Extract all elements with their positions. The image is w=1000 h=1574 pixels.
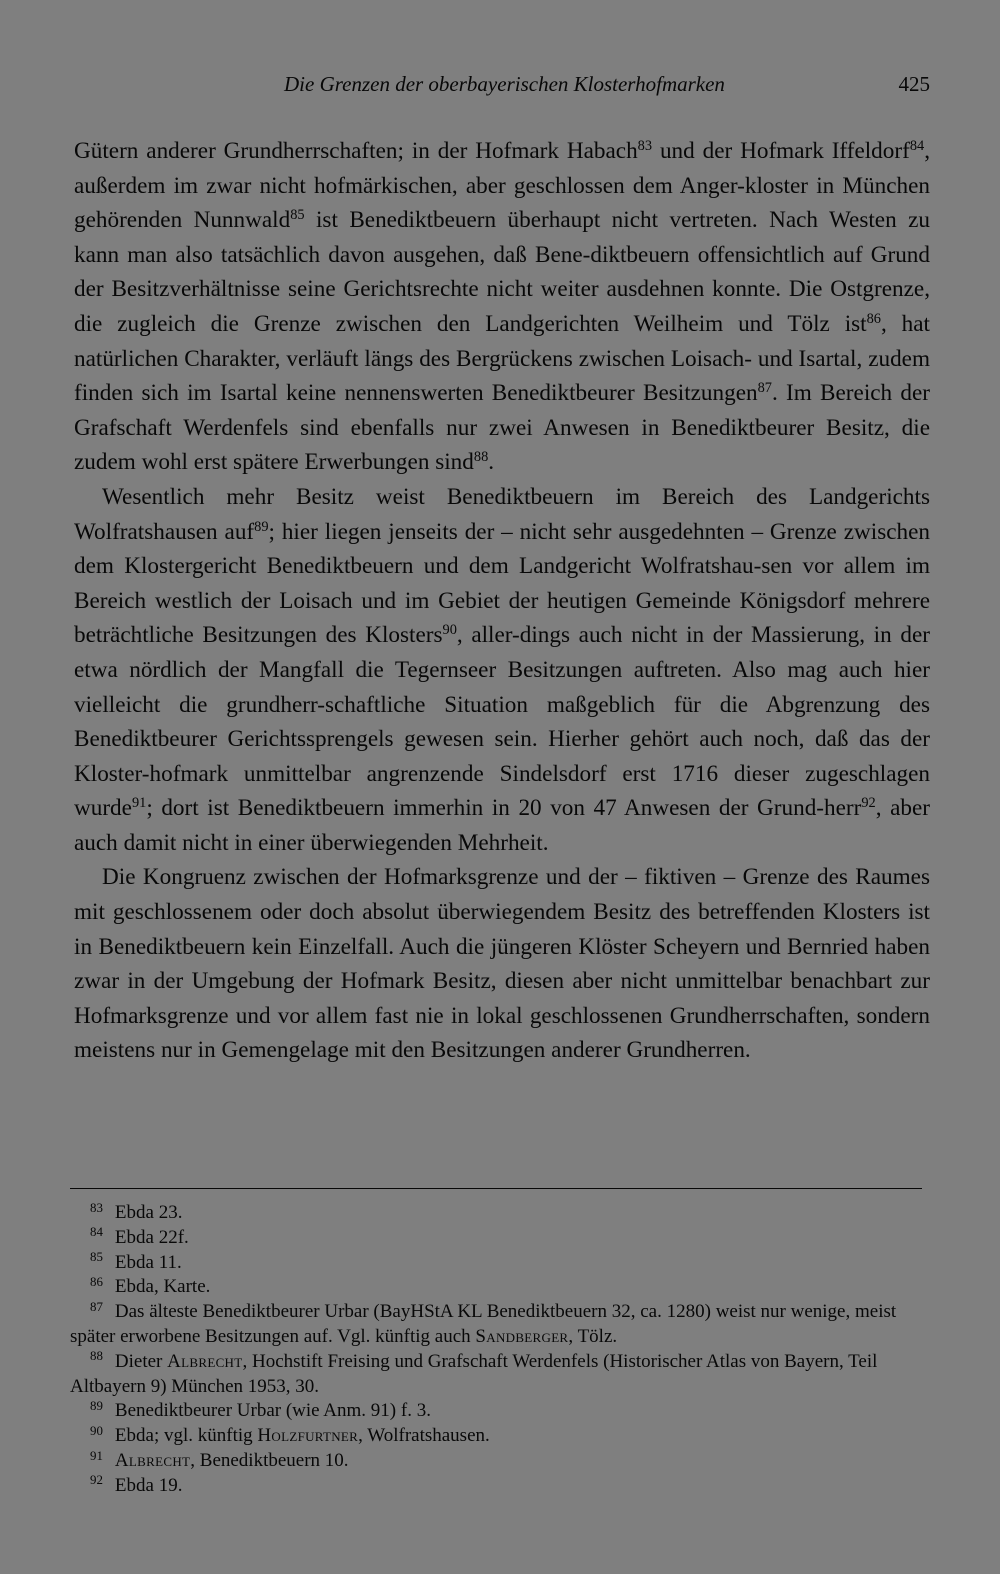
footnote-number: 89 — [90, 1397, 103, 1413]
text-run: ; hier liegen jenseits der – nicht sehr ausgedehnten – Grenze zwischen dem Klostergericht Benediktbeuern und dem Landgericht Wolfratshau-sen vor allem im Bereich westlich der Loisach und im Gebiet der heutigen Gemeinde Königsdorf mehrere beträchtliche Besitzungen des Klosters — [74, 518, 930, 649]
footnote-number: 90 — [90, 1422, 103, 1438]
paragraph — [74, 860, 930, 1068]
text-run: , Benediktbeuern 10. — [190, 1449, 349, 1471]
footnote — [70, 1399, 930, 1424]
text-run: Ebda 19. — [114, 1474, 183, 1496]
text-run: Wesentlich mehr Besitz weist Benediktbeuern im Bereich des Landgerichts Wolfratshausen auf — [74, 483, 930, 545]
text-run: , aber auch damit nicht in einer überwiegenden Mehrheit. — [74, 795, 930, 856]
running-title: Die Grenzen der oberbayerischen Klosterhofmarken — [284, 72, 725, 96]
footnote — [70, 1251, 930, 1276]
footnotes — [70, 1201, 930, 1499]
author-name: Sandberger — [475, 1325, 569, 1347]
footnote-reference: 84 — [909, 138, 925, 155]
paragraph — [74, 480, 930, 861]
text-run: , Tölz. — [568, 1325, 618, 1347]
author-name: Holzfurtner — [257, 1425, 359, 1447]
text-run: . Im Bereich der Grafschaft Werdenfels sind ebenfalls nur zwei Anwesen in Benediktbeurer Besitz, die zudem wohl erst spätere Erwerbungen sind — [74, 380, 930, 476]
text-run: , Hochstift Freising und Grafschaft Werdenfels (Historischer Atlas von Bayern, Teil Altbayern 9) München 1953, 30. — [70, 1350, 878, 1397]
text-run: Ebda 23. — [114, 1202, 183, 1223]
main-text — [74, 134, 930, 1068]
footnote-number: 84 — [90, 1224, 103, 1240]
footnote-number: 87 — [90, 1298, 103, 1314]
text-run: Ebda, Karte. — [114, 1276, 211, 1298]
paragraph — [74, 134, 930, 480]
text-run: , hat natürlichen Charakter, verläuft längs des Bergrückens zwischen Loisach- und Isartal, zudem finden sich im Isartal keine nennenswerten Benediktbeurer Besitzungen — [74, 310, 930, 407]
text-run: , Wolfratshausen. — [358, 1425, 490, 1447]
footnote-reference: 89 — [254, 518, 269, 535]
author-name: Albrecht — [114, 1449, 191, 1471]
text-run: ist Benediktbeuern überhaupt nicht vertreten. Nach Westen zu kann man also tatsächlich davon ausgehen, daß Bene-diktbeuern offensichtlich auf Grund der Besitzverhältnisse seine Gerichtsrechte nicht weiter ausdehnen konnte. Die Ostgrenze, die zugleich die Grenze zwischen den Landgerichten Weilheim und Tölz ist — [74, 207, 930, 337]
text-run: Ebda 11. — [114, 1251, 182, 1273]
footnote — [70, 1424, 930, 1449]
text-run: Ebda 22f. — [114, 1226, 189, 1248]
footnote-reference: 86 — [866, 311, 881, 328]
footnote-number: 88 — [90, 1348, 103, 1364]
text-run: , aller-dings auch nicht in der Massierung, in der etwa nördlich der Mangfall die Tegernseer Besitzungen auftreten. Also mag auch hier vielleicht die grundherr-schaftliche Situation maßgeblich für die Abgrenzung des Benediktbeurer Gerichtssprengels gewesen sein. Hierher gehört auch noch, daß das der Kloster-hofmark unmittelbar angrenzende Sindelsdorf erst 1716 dieser zugeschlagen wurde — [74, 622, 930, 822]
footnote — [70, 1300, 930, 1350]
footnote — [70, 1201, 930, 1226]
footnote-reference: 91 — [131, 795, 147, 812]
text-run: Das älteste Benediktbeurer Urbar (BayHStA KL Benediktbeuern 32, ca. 1280) weist nur wenige, meist später erworbene Besitzungen auf. Vgl. künftig auch — [70, 1301, 897, 1347]
footnote-reference: 83 — [637, 138, 653, 155]
footnote — [70, 1226, 930, 1251]
text-run: und der Hofmark Iffeldorf — [652, 138, 910, 164]
text-run: . — [488, 449, 495, 476]
footnote-number: 83 — [90, 1199, 103, 1215]
author-name: Albrecht — [167, 1350, 243, 1372]
text-run: Ebda; vgl. künftig — [114, 1425, 258, 1447]
footnote-number: 91 — [90, 1447, 103, 1463]
footnote — [70, 1449, 930, 1474]
text-run: Gütern anderer Grundherrschaften; in der Hofmark Habach — [74, 138, 638, 164]
footnote — [70, 1350, 930, 1400]
footnote-reference: 88 — [473, 449, 489, 466]
text-run: Dieter — [114, 1350, 168, 1372]
text-run: , außerdem im zwar nicht hofmärkischen, aber geschlossen dem Anger-kloster in München gehörenden Nunnwald — [74, 138, 930, 234]
text-run: ; dort ist Benediktbeuern immerhin in 20 von 47 Anwesen der Grund-herr — [146, 795, 862, 822]
footnote — [70, 1474, 930, 1499]
footnote-number: 85 — [90, 1249, 103, 1265]
footnote — [70, 1275, 930, 1300]
footnote-reference: 85 — [290, 207, 305, 224]
running-header — [70, 68, 932, 100]
footnote-separator — [70, 1188, 922, 1189]
footnote-number: 92 — [90, 1472, 103, 1488]
text-run: Benediktbeurer Urbar (wie Anm. 91) f. 3. — [114, 1400, 431, 1422]
footnote-reference: 90 — [442, 622, 457, 639]
footnote-reference: 92 — [861, 795, 876, 812]
page-number: 425 — [898, 72, 930, 96]
footnote-number: 86 — [90, 1273, 103, 1289]
text-run: Die Kongruenz zwischen der Hofmarksgrenze und der – fiktiven – Grenze des Raumes mit geschlossenem oder doch absolut überwiegendem Besitz des betreffenden Klosters ist in Benediktbeuern kein Einzelfall. Auch die jüngeren Klöster Scheyern und Bernried haben zwar in der Umgebung der Hofmark Besitz, diesen aber nicht unmittelbar benachbart zur Hofmarksgrenze und vor allem fast nie in lokal geschlossenen Grundherrschaften, sondern meistens nur in Gemengelage mit den Besitzungen anderer Grundherren. — [74, 864, 930, 1064]
footnote-reference: 87 — [757, 380, 772, 397]
